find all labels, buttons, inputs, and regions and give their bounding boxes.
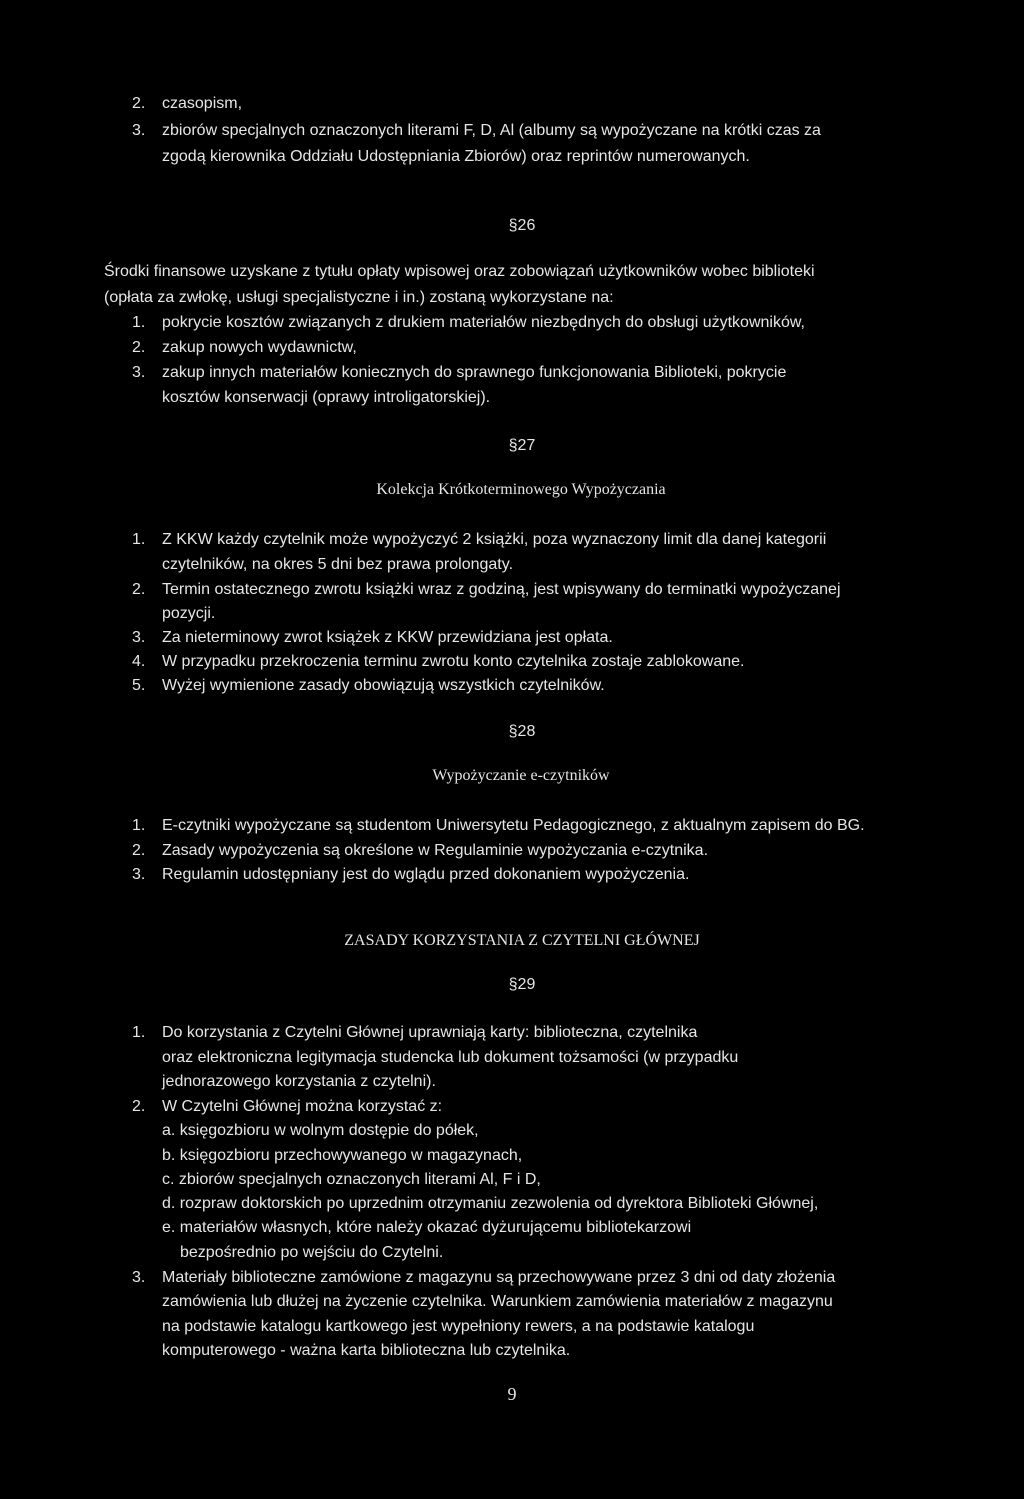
list-item-text: W Czytelni Głównej można korzystać z: [162, 1098, 443, 1115]
page-number: 9 [507, 1384, 517, 1404]
list-item-text: pokrycie kosztów związanych z drukiem materiałów niezbędnych do obsługi użytkowników, [162, 314, 805, 331]
list-number: 2. [132, 842, 146, 859]
list-item-text: Wyżej wymienione zasady obowiązują wszystkich czytelników. [162, 677, 605, 694]
section-title: Wypożyczanie e-czytników [432, 767, 610, 784]
list-item-text: Zasady wypożyczenia są określone w Regulaminie wypożyczania e-czytnika. [162, 842, 709, 859]
sub-list-item: bezpośrednio po wejściu do Czytelni. [180, 1244, 444, 1261]
list-item-text: czasopism, [162, 95, 243, 112]
list-item-text: Do korzystania z Czytelni Głównej uprawniają karty: biblioteczna, czytelnika [162, 1024, 698, 1041]
list-number: 3. [132, 1269, 146, 1286]
list-item-text: na podstawie katalogu kartkowego jest wypełniony rewers, a na podstawie katalogu [162, 1318, 755, 1335]
section-heading-27: §27 [508, 437, 536, 454]
list-number: 2. [132, 581, 146, 598]
list-number: 2. [132, 1098, 146, 1115]
list-item-text: Za nieterminowy zwrot książek z KKW przewidziana jest opłata. [162, 629, 613, 646]
list-number: 1. [132, 314, 146, 331]
list-number: 3. [132, 866, 146, 883]
list-number: 2. [132, 339, 146, 356]
list-number: 3. [132, 364, 146, 381]
paragraph-text: Środki finansowe uzyskane z tytułu opłaty wpisowej oraz zobowiązań użytkowników wobec biblioteki [104, 263, 815, 280]
list-item-text: zakup nowych wydawnictw, [162, 339, 357, 356]
list-item-text: czytelników, na okres 5 dni bez prawa prolongaty. [162, 556, 514, 573]
list-number: 1. [132, 817, 146, 834]
list-number: 5. [132, 677, 146, 694]
sub-list-item: c. zbiorów specjalnych oznaczonych literami Al, F i D, [162, 1171, 541, 1188]
list-item-text: Termin ostatecznego zwrotu książki wraz z godziną, jest wpisywany do terminatki wypożyczanej [162, 581, 841, 598]
list-number: 1. [132, 531, 146, 548]
section-heading-28: §28 [508, 723, 536, 740]
list-item-text: zbiorów specjalnych oznaczonych literami F, D, Al (albumy są wypożyczane na krótki czas za [162, 122, 821, 139]
list-item-text: E-czytniki wypożyczane są studentom Uniwersytetu Pedagogicznego, z aktualnym zapisem do BG. [162, 817, 865, 834]
section-title: Kolekcja Krótkoterminowego Wypożyczania [376, 481, 666, 498]
list-item-text: Regulamin udostępniany jest do wglądu przed dokonaniem wypożyczenia. [162, 866, 690, 883]
sub-list-item: d. rozpraw doktorskich po uprzednim otrzymaniu zezwolenia od dyrektora Biblioteki Głównej, [162, 1195, 819, 1212]
list-number: 4. [132, 653, 146, 670]
paragraph-text: (opłata za zwłokę, usługi specjalistyczne i in.) zostaną wykorzystane na: [104, 289, 614, 306]
list-number: 2. [132, 95, 146, 112]
chapter-heading: ZASADY KORZYSTANIA Z CZYTELNI GŁÓWNEJ [344, 932, 700, 949]
list-item-text: W przypadku przekroczenia terminu zwrotu konto czytelnika zostaje zablokowane. [162, 653, 745, 670]
list-item-text: komputerowego - ważna karta biblioteczna lub czytelnika. [162, 1342, 571, 1359]
list-number: 3. [132, 122, 146, 139]
list-item-text: Materiały biblioteczne zamówione z magazynu są przechowywane przez 3 dni od daty złożenia [162, 1269, 836, 1286]
list-item-text: oraz elektroniczna legitymacja studencka lub dokument tożsamości (w przypadku [162, 1049, 739, 1066]
list-number: 3. [132, 629, 146, 646]
section-heading-29: §29 [508, 976, 536, 993]
sub-list-item: a. księgozbioru w wolnym dostępie do półek, [162, 1122, 479, 1139]
list-item-text: jednorazowego korzystania z czytelni). [162, 1073, 436, 1090]
list-item-text: zgodą kierownika Oddziału Udostępniania Zbiorów) oraz reprintów numerowanych. [162, 148, 750, 165]
list-item-text: kosztów konserwacji (oprawy introligatorskiej). [162, 389, 491, 406]
sub-list-item: b. księgozbioru przechowywanego w magazynach, [162, 1147, 523, 1164]
sub-list-item: e. materiałów własnych, które należy okazać dyżurującemu bibliotekarzowi [162, 1219, 692, 1236]
list-item-text: Z KKW każdy czytelnik może wypożyczyć 2 książki, poza wyznaczony limit dla danej kategorii [162, 531, 827, 548]
list-item-text: pozycji. [162, 605, 216, 622]
list-item-text: zamówienia lub dłużej na życzenie czytelnika. Warunkiem zamówienia materiałów z magazynu [162, 1293, 833, 1310]
list-number: 1. [132, 1024, 146, 1041]
list-item-text: zakup innych materiałów koniecznych do sprawnego funkcjonowania Biblioteki, pokrycie [162, 364, 787, 381]
section-heading-26: §26 [508, 217, 536, 234]
